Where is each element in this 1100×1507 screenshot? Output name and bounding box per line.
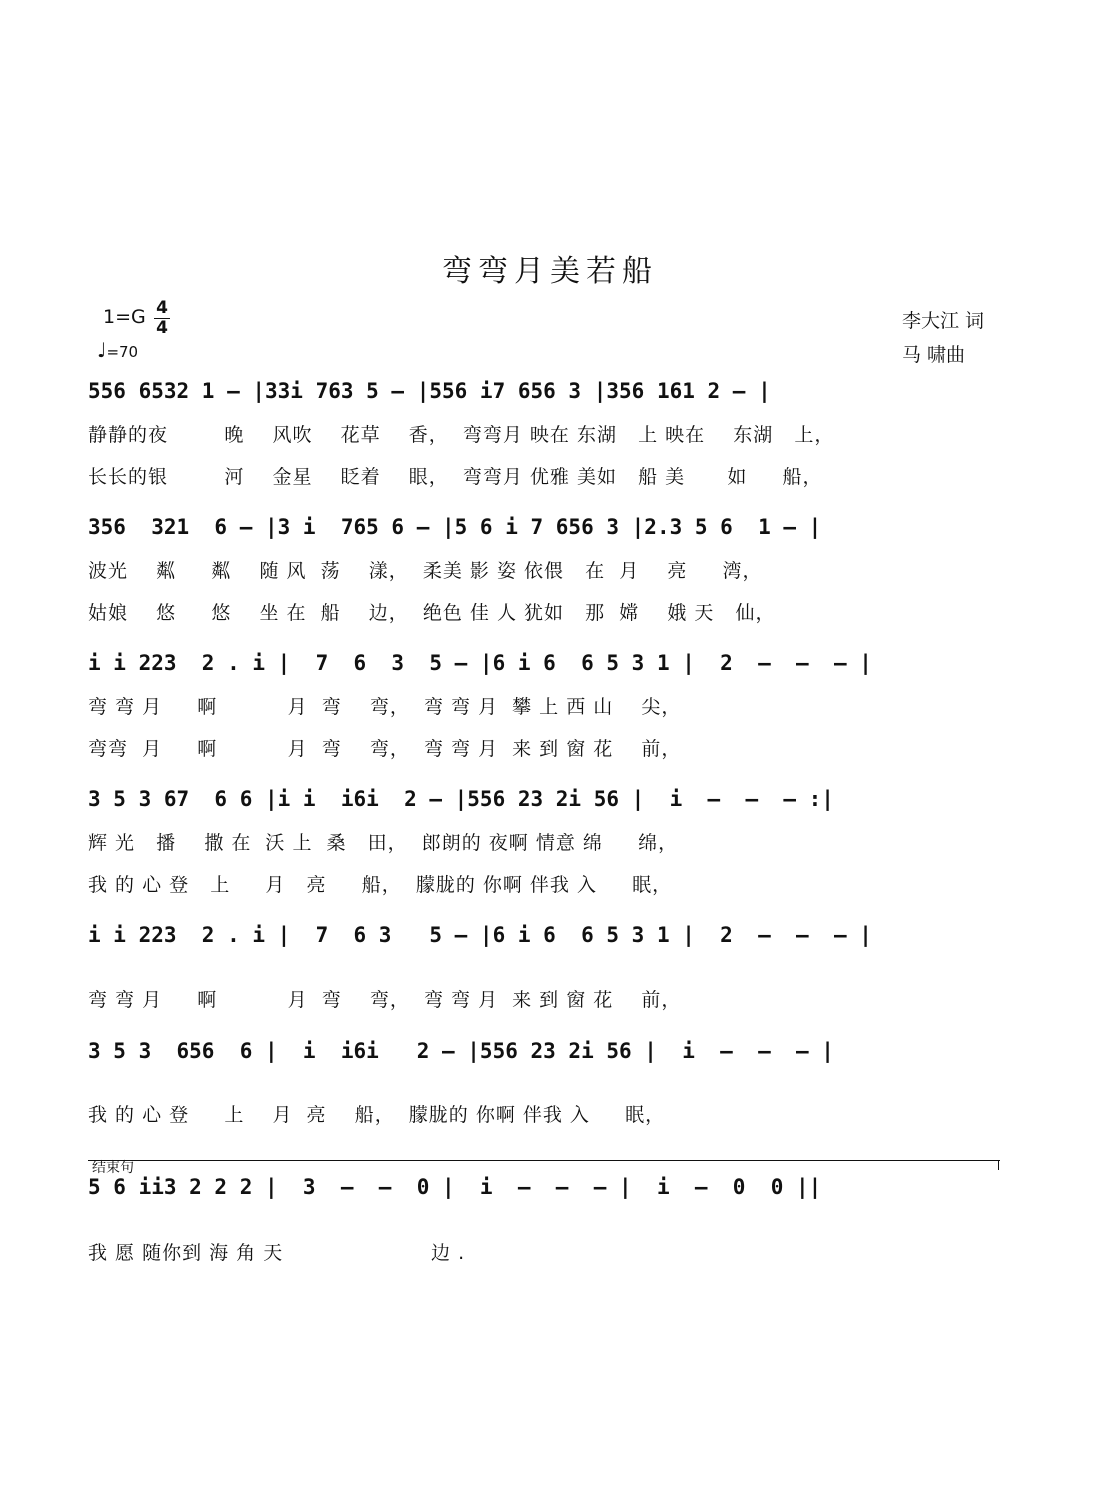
- lyric-line-1-2: 长长的银 河 金星 眨着 眼， 弯弯月 优雅 美如 船 美 如 船，: [88, 466, 823, 488]
- time-signature-bottom: 4: [156, 318, 168, 338]
- system-3: [88, 646, 1008, 696]
- time-signature-top: 4: [156, 298, 168, 318]
- lyric-line-6-1: 我 的 心 登 上 月 亮 船， 朦胧的 你啊 伴我 入 眠，: [88, 1104, 666, 1126]
- notation-line-2: 356 321 6 – |3 i 765 6 – |5 6 i 7 656 3 |2.3 5 6 1 – |: [88, 515, 822, 539]
- system-6: [88, 1034, 1008, 1084]
- notation-line-5: i i 223 2 . i | 7 6 3 5 – |6 i 6 6 5 3 1 | 2 – – – |: [88, 923, 872, 947]
- system-1: [88, 374, 1008, 424]
- lyric-line-1-1: 静静的夜 晚 风吹 花草 香， 弯弯月 映在 东湖 上 映在 东湖 上，: [88, 424, 835, 446]
- system-4: [88, 782, 1008, 832]
- system-7: [88, 1170, 1008, 1220]
- key-signature: 1=G: [103, 306, 146, 328]
- lyricist-credit: 李大江 词: [902, 310, 985, 332]
- song-title: 弯弯月美若船: [442, 254, 658, 289]
- lyric-line-2-1: 波光 粼 粼 随 风 荡 漾， 柔美 影 姿 依偎 在 月 亮 湾，: [88, 560, 763, 582]
- lyric-line-3-2: 弯弯 月 啊 月 弯 弯， 弯 弯 月 来 到 窗 花 前，: [88, 738, 682, 760]
- system-5: [88, 918, 1008, 968]
- notation-line-1: 556 6532 1 – |33i 763 5 – |556 i7 656 3 |356 161 2 – |: [88, 379, 771, 403]
- lyric-line-7-1: 我 愿 随你到 海 角 天 边 .: [88, 1242, 466, 1264]
- lyric-line-2-2: 姑娘 悠 悠 坐 在 船 边， 绝色 佳 人 犹如 那 嫦 娥 天 仙，: [88, 602, 776, 624]
- system-2: [88, 510, 1008, 560]
- lyric-line-4-2: 我 的 心 登 上 月 亮 船， 朦胧的 你啊 伴我 入 眠，: [88, 874, 673, 896]
- composer-credit: 马 啸曲: [902, 344, 966, 366]
- notation-line-3: i i 223 2 . i | 7 6 3 5 – |6 i 6 6 5 3 1 | 2 – – – |: [88, 651, 872, 675]
- lyric-line-5-1: 弯 弯 月 啊 月 弯 弯， 弯 弯 月 来 到 窗 花 前，: [88, 989, 682, 1011]
- lyric-line-3-1: 弯 弯 月 啊 月 弯 弯， 弯 弯 月 攀 上 西 山 尖，: [88, 696, 682, 718]
- lyric-line-4-1: 辉 光 播 撒 在 沃 上 桑 田， 郎朗的 夜啊 情意 绵 绵，: [88, 832, 679, 854]
- quarter-note-icon: ♩: [97, 338, 107, 362]
- notation-line-4: 3 5 3 67 6 6 |i i i6i 2 – |556 23 2i 56 | i – – – :|: [88, 787, 834, 811]
- notation-line-7: 5 6 ii3 2 2 2 | 3 – – 0 | i – – – | i – 0 0 ||: [88, 1175, 822, 1199]
- tempo-value: =70: [106, 343, 139, 361]
- coda-label: 结束句: [92, 1160, 134, 1176]
- notation-line-6: 3 5 3 656 6 | i i6i 2 – |556 23 2i 56 | i – – – |: [88, 1039, 834, 1063]
- time-signature: [152, 300, 172, 337]
- coda-bracket-end: [998, 1160, 999, 1170]
- coda-bracket: [88, 1160, 1000, 1161]
- tempo-marking: [97, 338, 138, 362]
